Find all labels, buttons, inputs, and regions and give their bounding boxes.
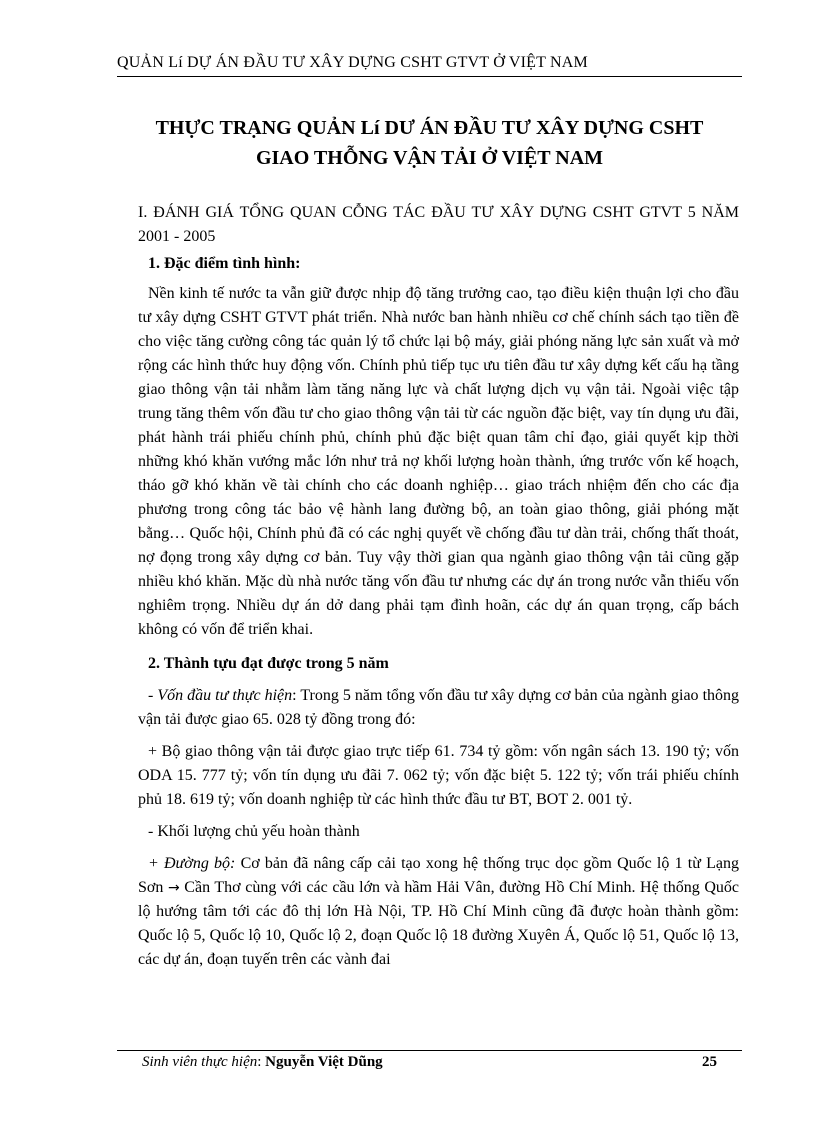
subheading-achievements: 2. Thành tựu đạt được trong 5 năm [148, 655, 389, 672]
author-name: Nguyễn Việt Dũng [265, 1054, 383, 1070]
title-line-1: THỰC TRẠNG QUẢN Lí DƯ ÁN ĐẦU TƯ XÂY DỰNG CSHT [155, 117, 704, 139]
road-text-a: Cơ bản đã nâng cấp cải tạo xong hệ thống trục dọc gồm Quốc lộ 1 từ Lạng Sơn [138, 855, 739, 896]
paragraph-ministry-capital: + Bộ giao thông vận tải được giao trực tiếp 61. 734 tỷ gồm: vốn ngân sách 13. 190 tỷ; vốn ODA 15. 777 tỷ; vốn tín dụng ưu đãi 7. 062 tỷ; vốn đặc biệt 5. 122 tỷ; vốn trái phiếu chính phủ 18. 619 tỷ; vốn doanh nghiệp từ các hình thức đầu tư BT, BOT 2. 001 tỷ. [138, 743, 739, 808]
footer-label: Sinh viên thực hiện [142, 1054, 258, 1070]
body-content [138, 201, 739, 972]
title-line-2: GIAO THỖNG VẬN TẢI Ở VIỆT NAM [255, 147, 604, 169]
capital-text: : Trong 5 năm tổng vốn đầu tư xây dựng cơ bản của ngành giao thông vận tải được giao 65. 028 tỷ đồng trong đó: [138, 687, 740, 728]
paragraph-situation: Nền kinh tế nước ta vẫn giữ được nhịp độ tăng trưởng cao, tạo điều kiện thuận lợi cho đầu tư xây dựng CSHT GTVT phát triển. Nhà nước ban hành nhiều cơ chế chính sách tạo tiền đề cho việc tăng cường công tác quản lý tổ chức lại bộ máy, giải phóng năng lực sản xuất và mở rộng các hình thức huy động vốn. Chính phủ tiếp tục ưu tiên đầu tư xây dựng kết cấu hạ tầng giao thông vận tải nhằm làm tăng năng lực và chất lượng dịch vụ vận tải. Ngoài việc tập trung tăng thêm vốn đầu tư cho giao thông vận tải từ các nguồn đặc biệt, vay tín dụng ưu đãi, phát hành trái phiếu chính phủ, chính phủ đặc biệt quan tâm chỉ đạo, giải quyết kịp thời những khó khăn vướng mắc lớn như trả nợ khối lượng hoàn thành, ứng trước vốn kế hoạch, tháo gỡ khó khăn về tài chính cho các doanh nghiệp… giao trách nhiệm đến cho các địa phương trong công tác bảo vệ hành lang đường bộ, an toàn giao thông, giải phóng mặt bằng… Quốc hội, Chính phủ đã có các nghị quyết về chống đầu tư dàn trải, chống thất thoát, nợ đọng trong xây dựng cơ bản. Tuy vậy thời gian qua ngành giao thông vận tải cũng gặp nhiều khó khăn. Mặc dù nhà nước tăng vốn đầu tư nhưng các dự án trong nước vẫn thiếu vốn nghiêm trọng. Nhiều dự án dở dang phải tạm đình hoãn, các dự án quan trọng, cấp bách không có vốn để triển khai. [138, 285, 739, 638]
road-text-b: Cần Thơ cùng với các cầu lớn và hầm Hải Vân, đường Hồ Chí Minh. Hệ thống Quốc lộ hướng tâm tới các đô thị lớn Hà Nội, TP. Hồ Chí Minh cũng đã được hoàn thành gồm: Quốc lộ 5, Quốc lộ 10, Quốc lộ 2, đoạn Quốc lộ 18 đường Xuyên Á, Quốc lộ 51, Quốc lộ 13, các dự án, đoạn tuyến trên các vành đai [138, 879, 740, 968]
paragraph-volume: - Khối lượng chủ yếu hoàn thành [148, 823, 360, 840]
document-title [117, 113, 742, 173]
page-number: 25 [702, 1054, 717, 1070]
section-heading: I. ĐÁNH GIÁ TỔNG QUAN CỖNG TÁC ĐẦU TƯ XÂY DỰNG CSHT GTVT 5 NĂM 2001 - 2005 [138, 204, 739, 245]
running-header: QUẢN Lí DỰ ÁN ĐẦU TƯ XÂY DỰNG CSHT GTVT Ở VIỆT NAM [117, 54, 588, 71]
footer-divider [117, 1050, 742, 1051]
page-footer [142, 1054, 717, 1071]
subheading-situation: 1. Đặc điểm tình hình: [148, 255, 301, 272]
footer-separator: : [257, 1054, 266, 1070]
arrow-icon: → [167, 880, 180, 896]
paragraph-investment-capital [138, 684, 739, 732]
road-label: + Đường bộ: [148, 855, 236, 872]
header-divider [117, 76, 742, 77]
paragraph-roads [138, 852, 739, 972]
capital-label: - Vốn đầu tư thực hiện [148, 687, 293, 704]
